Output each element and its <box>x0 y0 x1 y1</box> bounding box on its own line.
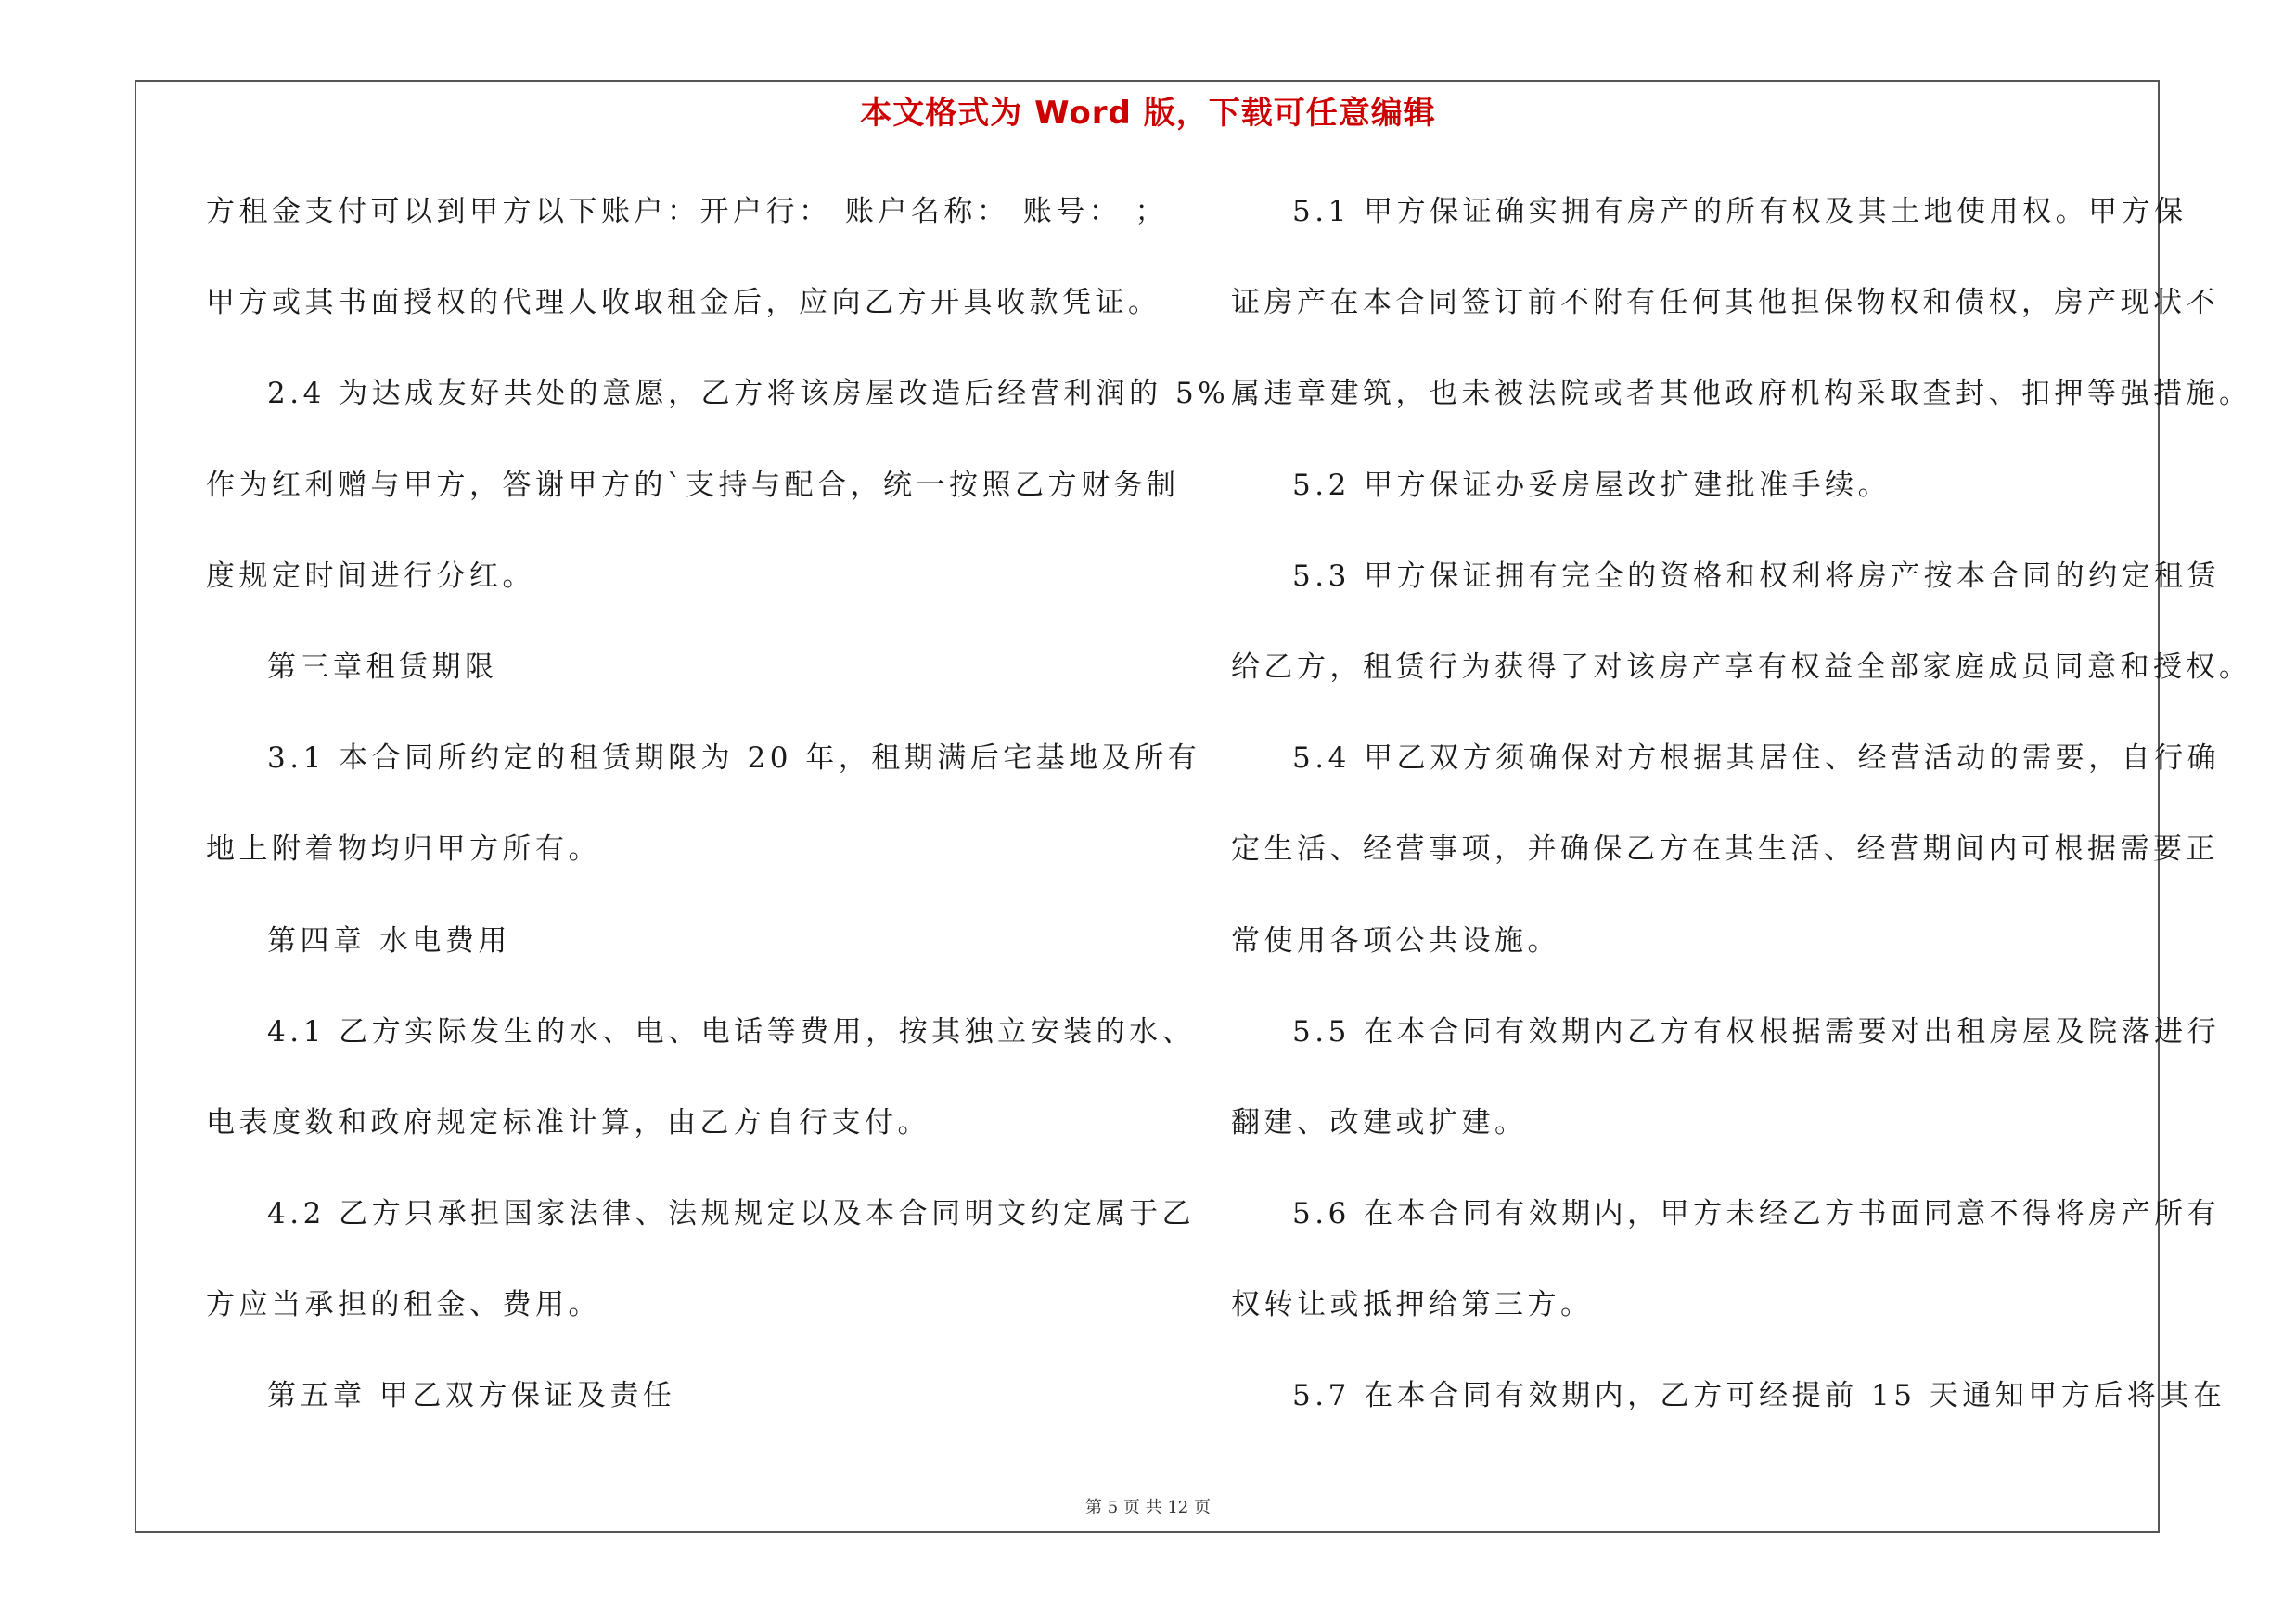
paragraph-line: 5.1 甲方保证确实拥有房产的所有权及其土地使用权。甲方保 <box>1292 195 2187 228</box>
right-column <box>1231 182 2252 1458</box>
paragraph-line: 权转让或抵押给第三方。 <box>1231 1288 1594 1322</box>
paragraph-line: 4.1 乙方实际发生的水、电、电话等费用，按其独立安装的水、 <box>267 1014 1196 1049</box>
paragraph-line: 5.6 在本合同有效期内，甲方未经乙方书面同意不得将房产所有 <box>1292 1197 2221 1231</box>
paragraph-line: 作为红利赠与甲方，答谢甲方的`支持与配合，统一按照乙方财务制 <box>206 468 1180 502</box>
paragraph-line: 给乙方，租赁行为获得了对该房产享有权益全部家庭成员同意和授权。 <box>1231 650 2252 684</box>
paragraph-line: 常使用各项公共设施。 <box>1231 923 1560 958</box>
paragraph-line: 翻建、改建或扩建。 <box>1231 1105 1528 1140</box>
paragraph-line: 5.4 甲乙双方须确保对方根据其居住、经营活动的需要，自行确 <box>1292 741 2221 776</box>
paragraph-line: 定生活、经营事项，并确保乙方在其生活、经营期间内可根据需要正 <box>1231 832 2219 867</box>
paragraph-line: 甲方或其书面授权的代理人收取租金后，应向乙方开具收款凭证。 <box>206 286 1161 320</box>
paragraph-line: 3.1 本合同所约定的租赁期限为 20 年，租期满后宅基地及所有 <box>267 741 1201 776</box>
paragraph-line: 5.2 甲方保证办妥房屋改扩建批准手续。 <box>1292 468 1892 502</box>
paragraph-line: 电表度数和政府规定标准计算，由乙方自行支付。 <box>206 1105 930 1140</box>
paragraph-line: 地上附着物均归甲方所有。 <box>206 832 601 867</box>
paragraph-line: 第五章 甲乙双方保证及责任 <box>267 1379 676 1413</box>
paragraph-line: 第三章租赁期限 <box>267 650 498 684</box>
paragraph-line: 5.7 在本合同有效期内，乙方可经提前 15 天通知甲方后将其在 <box>1292 1379 2226 1413</box>
paragraph-line: 5.3 甲方保证拥有完全的资格和权利将房产按本合同的约定租赁 <box>1292 559 2221 593</box>
paragraph-line: 度规定时间进行分红。 <box>206 559 535 593</box>
paragraph-line: 第四章 水电费用 <box>267 923 511 958</box>
paragraph-line: 2.4 为达成友好共处的意愿，乙方将该房屋改造后经营利润的 5% <box>267 377 1230 411</box>
paragraph-line: 证房产在本合同签订前不附有任何其他担保物权和债权，房产现状不 <box>1231 286 2219 320</box>
paragraph-line: 方租金支付可以到甲方以下账户：开户行： 账户名称： 账号： ； <box>206 195 1169 228</box>
paragraph-line: 5.5 在本合同有效期内乙方有权根据需要对出租房屋及院落进行 <box>1292 1014 2221 1049</box>
paragraph-line: 属违章建筑，也未被法院或者其他政府机构采取查封、扣押等强措施。 <box>1231 377 2252 411</box>
paragraph-line: 4.2 乙方只承担国家法律、法规规定以及本合同明文约定属于乙 <box>267 1197 1196 1231</box>
paragraph-line: 方应当承担的租金、费用。 <box>206 1288 601 1322</box>
page-number: 第 5 页 共 12 页 <box>1085 1498 1211 1517</box>
left-column <box>206 182 1230 1458</box>
format-banner: 本文格式为 Word 版，下载可任意编辑 <box>860 95 1436 132</box>
